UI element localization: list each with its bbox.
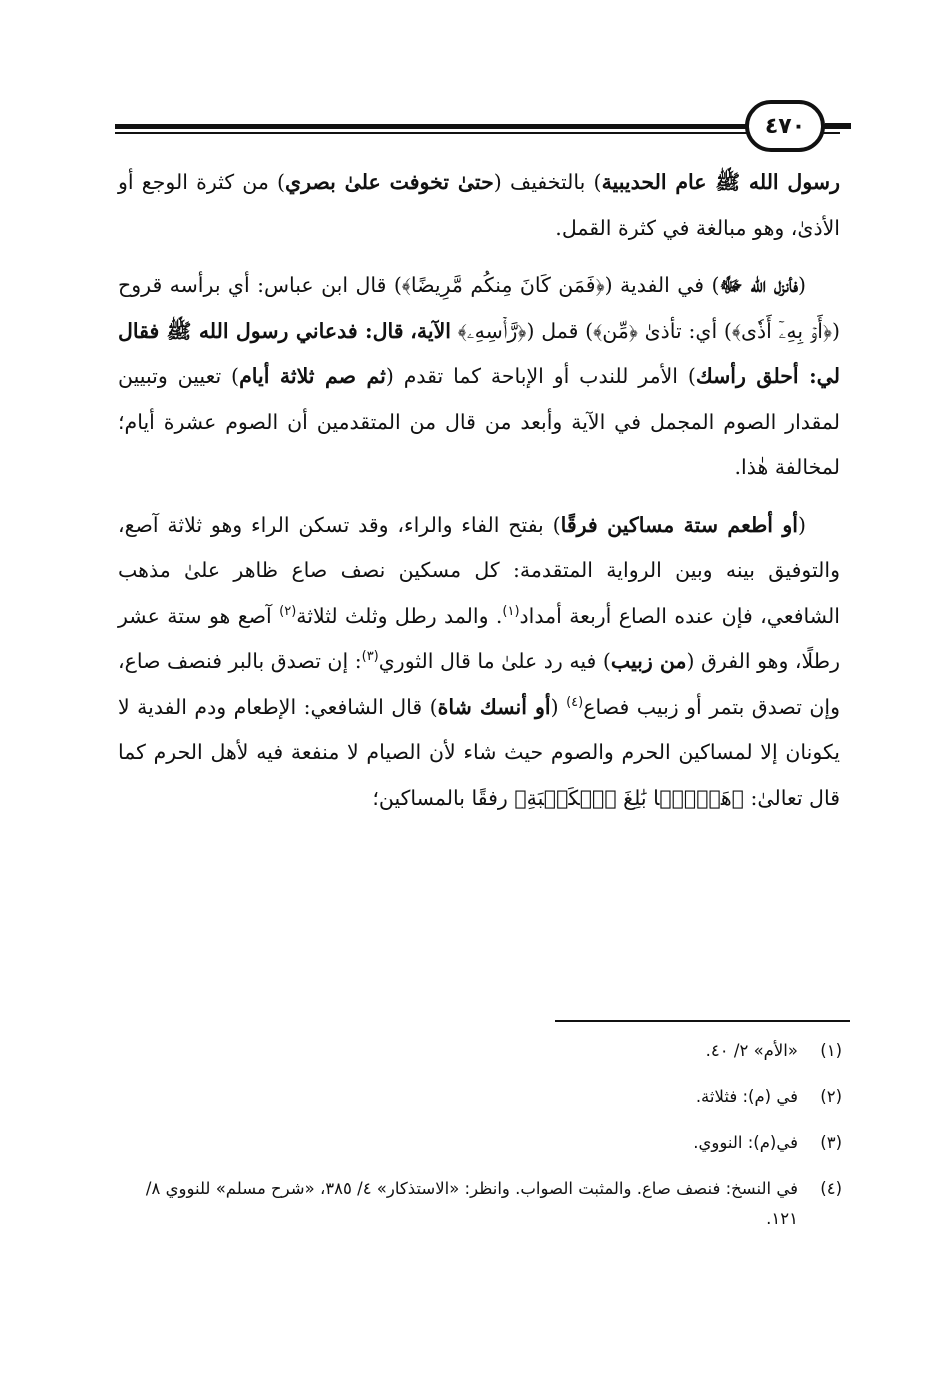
bold-phrase: الآية، (410, 318, 451, 343)
bold-phrase: حتىٰ تخوفت علىٰ بصري (285, 170, 494, 194)
note-ref[interactable]: (٤) (566, 694, 584, 710)
bold-phrase: من زبيب (610, 649, 687, 673)
footnote-number: (٣) (820, 1133, 842, 1152)
footnote-text: في(م): النووي. (693, 1133, 798, 1152)
page-number: ٤٧٠ (745, 100, 825, 152)
paragraph-2: (فأنزل الله ﷻ) في الفدية (﴿فَمَن كَانَ مِنكُم مَّرِيضًا﴾) قال ابن عباس: أي برأسه قروح (﴿أَوۡ بِهِۦٓ أَذٗى﴾) أي: تأذىٰ ﴿مِّن﴾) قمل (﴿رَّأۡسِهِۦ﴾ الآية، قال: فدعاني رسول الله ﷺ فقال لي: أحلق رأسك) الأمر للندب أو الإباحة كما تقدم (ثم صم ثلاثة أيام) تعيين وتبيين لمقدار الصوم المجمل في الآية وأبعد من قال من المتقدمين أن الصوم عشرة أيام؛ لمخالفة هٰذا. (118, 273, 840, 479)
footnote-text: في (م): فثلاثة. (695, 1087, 798, 1106)
bold-phrase: قال: فدعاني رسول الله ﷺ فقال لي: أحلق رأسك (118, 318, 840, 388)
note-ref[interactable]: (١) (502, 603, 520, 619)
header-rule (115, 124, 840, 129)
main-text (118, 160, 840, 821)
note-ref[interactable]: (٣) (361, 649, 379, 665)
paragraph-3: (أو أطعم ستة مساكين فرقًا) بفتح الفاء والراء، وقد تسكن الراء وهو ثلاثة آصع، والتوفيق بينه وبين الرواية المتقدمة: كل مسكين نصف صاع ظاهر علىٰ مذهب الشافعي، فإن عنده الصاع أربعة أمداد$^{(١)}$. والمد رطل وثلث لثلاثة$^{(٢)}$ آصع هو ستة عشر رطلًا، وهو الفرق (من زبيب) فيه رد علىٰ ما قال الثوري$^{(٣)}$: إن تصدق بالبر فنصف صاع، وإن تصدق بتمر أو زبيب فصاع$^{(٤)}$ (أو أنسك شاة) قال الشافعي: الإطعام ودم الفدية لا يكونان إلا لمساكين الحرم والصوم حيث شاء لأن الصيام لا منفعة فيه لأهل الحرم كما قال تعالىٰ: ﴿هَدۡيَۢا بَٰلِغَ ٱلۡكَعۡبَةِ﴾ رفقًا بالمساكين؛ (118, 512, 841, 810)
bold-phrase: فأنزل الله ﷻ (719, 273, 799, 297)
bold-phrase: ثم صم ثلاثة أيام (239, 364, 386, 388)
page-header (115, 96, 840, 156)
bold-phrase: أو أطعم ستة مساكين فرقًا (560, 512, 798, 537)
footnote (120, 1036, 842, 1066)
footnote (120, 1174, 842, 1234)
bold-phrase: رسول الله ﷺ عام الحديبية (601, 170, 840, 194)
footnote (120, 1128, 842, 1158)
bold-phrase: أو أنسك شاة (437, 694, 551, 719)
paragraph-1: رسول الله ﷺ عام الحديبية) بالتخفيف (حتىٰ تخوفت علىٰ بصري) من كثرة الوجع أو الأذىٰ، وهو مبالغة في كثرة القمل. (118, 170, 840, 240)
footnote-separator (555, 1020, 850, 1022)
footnote-number: (١) (820, 1041, 842, 1060)
note-ref[interactable]: (٢) (279, 603, 297, 619)
footnotes (120, 1036, 842, 1250)
header-rule-thin (115, 132, 840, 134)
footnote-text: في النسخ: فنصف صاع. والمثبت الصواب. وانظر: «الاستذكار» ٤/ ٣٨٥، «شرح مسلم» للنووي ٨/ ١٢١. (145, 1179, 798, 1228)
footnote-number: (٢) (820, 1087, 842, 1106)
footnote (120, 1082, 842, 1112)
footnote-number: (٤) (820, 1179, 842, 1198)
footnote-text: «الأم» ٢/ ٤٠. (705, 1041, 798, 1060)
